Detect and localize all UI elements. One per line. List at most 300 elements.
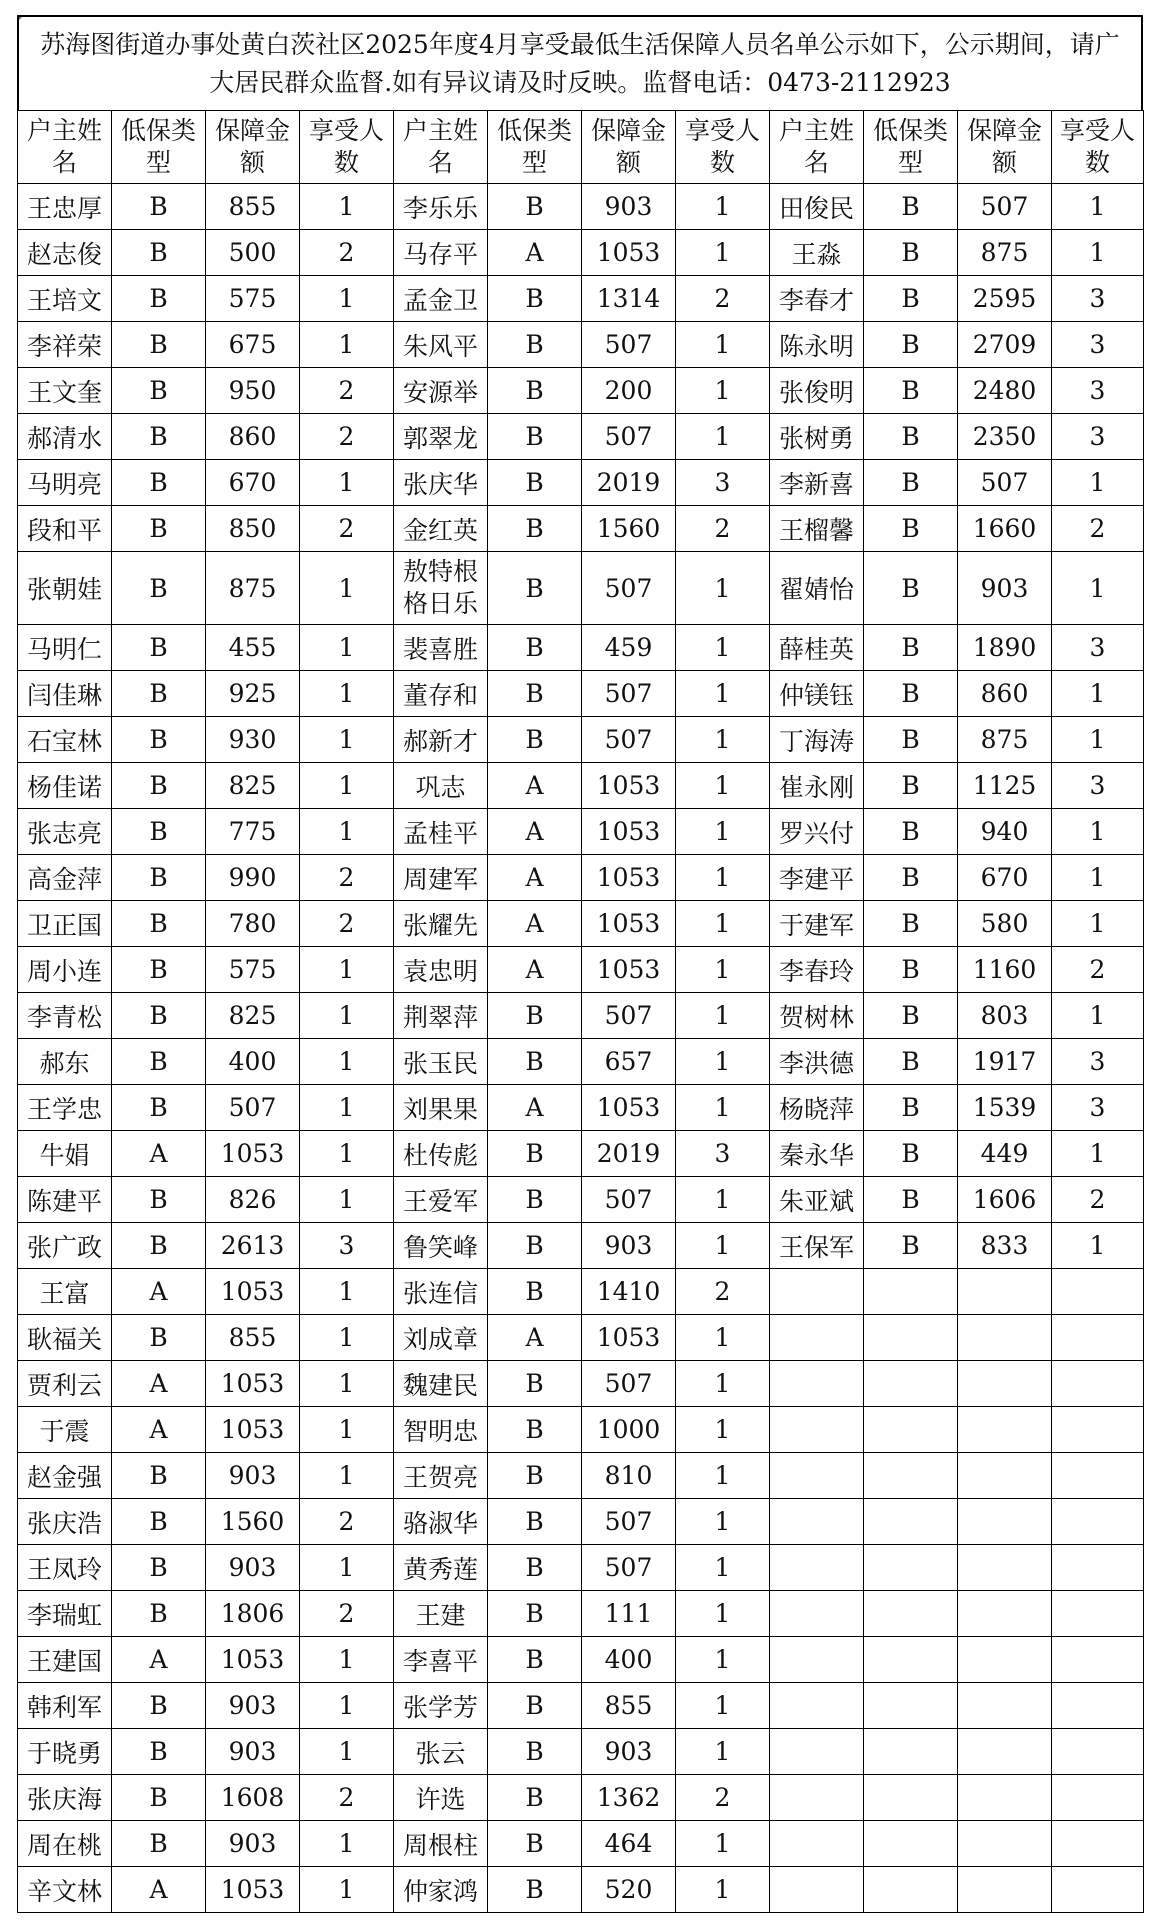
cell-amount: 875	[958, 230, 1052, 276]
cell-type: B	[488, 1039, 582, 1085]
cell-name: 裴喜胜	[394, 625, 488, 671]
cell-type: B	[112, 717, 206, 763]
cell-type: A	[488, 901, 582, 947]
cell-count: 2	[300, 506, 394, 552]
cell-type: B	[488, 671, 582, 717]
cell-amount: 825	[206, 763, 300, 809]
cell-name: 李乐乐	[394, 184, 488, 230]
cell-amount: 1053	[206, 1131, 300, 1177]
table-row	[18, 671, 1144, 717]
cell-amount: 1560	[206, 1499, 300, 1545]
cell-amount: 775	[206, 809, 300, 855]
cell-count: 1	[676, 1591, 770, 1637]
cell-amount: 930	[206, 717, 300, 763]
cell-count: 1	[1052, 460, 1144, 506]
table-row	[18, 552, 1144, 625]
cell-type: B	[488, 552, 582, 625]
cell-name: 马存平	[394, 230, 488, 276]
cell-count	[1052, 1269, 1144, 1315]
cell-count: 2	[676, 1775, 770, 1821]
cell-count: 1	[300, 1269, 394, 1315]
cell-name: 荆翠萍	[394, 993, 488, 1039]
column-header-count: 享受人数	[1052, 111, 1144, 184]
cell-amount: 925	[206, 671, 300, 717]
cell-name	[770, 1821, 864, 1867]
cell-amount: 507	[582, 1545, 676, 1591]
cell-name: 王建国	[18, 1637, 112, 1683]
cell-type: A	[488, 763, 582, 809]
cell-count: 1	[300, 1177, 394, 1223]
cell-type: A	[488, 947, 582, 993]
cell-amount: 850	[206, 506, 300, 552]
cell-count: 1	[676, 1177, 770, 1223]
cell-amount	[958, 1453, 1052, 1499]
cell-amount: 455	[206, 625, 300, 671]
cell-name	[770, 1683, 864, 1729]
cell-count	[1052, 1821, 1144, 1867]
cell-name: 郝清水	[18, 414, 112, 460]
cell-amount: 507	[582, 414, 676, 460]
cell-amount: 1053	[206, 1867, 300, 1913]
cell-count: 1	[300, 1361, 394, 1407]
cell-amount	[958, 1499, 1052, 1545]
cell-count: 1	[676, 1085, 770, 1131]
table-row	[18, 322, 1144, 368]
column-header-name: 户主姓名	[18, 111, 112, 184]
cell-name: 张玉民	[394, 1039, 488, 1085]
cell-amount: 875	[206, 552, 300, 625]
cell-amount: 1053	[582, 1085, 676, 1131]
cell-name: 董存和	[394, 671, 488, 717]
cell-name: 王淼	[770, 230, 864, 276]
table-row	[18, 276, 1144, 322]
cell-amount: 875	[958, 717, 1052, 763]
cell-type	[864, 1867, 958, 1913]
cell-amount: 903	[958, 552, 1052, 625]
cell-name: 巩志	[394, 763, 488, 809]
cell-count: 1	[1052, 230, 1144, 276]
cell-count: 2	[300, 901, 394, 947]
cell-name: 李洪德	[770, 1039, 864, 1085]
cell-amount: 990	[206, 855, 300, 901]
table-row	[18, 1545, 1144, 1591]
cell-amount: 670	[958, 855, 1052, 901]
cell-amount: 1917	[958, 1039, 1052, 1085]
cell-count: 1	[1052, 1223, 1144, 1269]
table-row	[18, 763, 1144, 809]
cell-count: 1	[676, 1315, 770, 1361]
cell-count: 1	[676, 717, 770, 763]
cell-name: 陈永明	[770, 322, 864, 368]
cell-count	[1052, 1591, 1144, 1637]
cell-count: 1	[676, 368, 770, 414]
cell-name: 王保军	[770, 1223, 864, 1269]
cell-amount: 1314	[582, 276, 676, 322]
cell-amount: 507	[582, 552, 676, 625]
cell-type: B	[488, 1223, 582, 1269]
cell-type	[864, 1683, 958, 1729]
cell-name: 崔永刚	[770, 763, 864, 809]
cell-count	[1052, 1453, 1144, 1499]
column-header-amount: 保障金额	[958, 111, 1052, 184]
table-row	[18, 1821, 1144, 1867]
table-row	[18, 1131, 1144, 1177]
table-row	[18, 1775, 1144, 1821]
cell-type: B	[112, 671, 206, 717]
cell-count: 1	[676, 671, 770, 717]
cell-type: B	[488, 1729, 582, 1775]
cell-type: B	[488, 717, 582, 763]
cell-name: 于震	[18, 1407, 112, 1453]
cell-name: 刘成章	[394, 1315, 488, 1361]
table-row	[18, 901, 1144, 947]
cell-count: 1	[300, 1729, 394, 1775]
cell-type: B	[488, 1821, 582, 1867]
cell-count	[1052, 1499, 1144, 1545]
cell-count: 2	[300, 1499, 394, 1545]
cell-count: 1	[1052, 993, 1144, 1039]
table-row	[18, 1315, 1144, 1361]
cell-count: 1	[300, 184, 394, 230]
cell-count: 2	[1052, 1177, 1144, 1223]
cell-type: B	[488, 322, 582, 368]
column-header-amount: 保障金额	[582, 111, 676, 184]
cell-amount: 2019	[582, 1131, 676, 1177]
cell-name: 骆淑华	[394, 1499, 488, 1545]
cell-name: 张庆浩	[18, 1499, 112, 1545]
cell-type: B	[488, 1269, 582, 1315]
cell-type: B	[112, 368, 206, 414]
cell-name: 张耀先	[394, 901, 488, 947]
cell-amount: 1053	[582, 230, 676, 276]
cell-count: 1	[676, 809, 770, 855]
cell-type: A	[488, 855, 582, 901]
cell-amount: 507	[582, 1177, 676, 1223]
column-header-name: 户主姓名	[770, 111, 864, 184]
cell-count: 2	[676, 276, 770, 322]
cell-type: B	[864, 993, 958, 1039]
cell-name: 张云	[394, 1729, 488, 1775]
cell-type: B	[112, 901, 206, 947]
cell-amount: 855	[206, 1315, 300, 1361]
cell-count: 3	[1052, 763, 1144, 809]
cell-amount: 1053	[582, 901, 676, 947]
cell-name: 李建平	[770, 855, 864, 901]
cell-name: 郝新才	[394, 717, 488, 763]
table-body	[18, 184, 1144, 1913]
cell-count: 2	[300, 1591, 394, 1637]
cell-amount: 459	[582, 625, 676, 671]
cell-name	[770, 1867, 864, 1913]
cell-amount	[958, 1821, 1052, 1867]
cell-name: 金红英	[394, 506, 488, 552]
cell-type: B	[112, 855, 206, 901]
cell-name: 杜传彪	[394, 1131, 488, 1177]
column-header-count: 享受人数	[300, 111, 394, 184]
cell-name	[770, 1591, 864, 1637]
cell-amount: 903	[582, 1223, 676, 1269]
cell-name: 李青松	[18, 993, 112, 1039]
cell-name	[770, 1499, 864, 1545]
cell-name: 张俊明	[770, 368, 864, 414]
cell-type: B	[112, 1177, 206, 1223]
table-row	[18, 625, 1144, 671]
cell-name: 李祥荣	[18, 322, 112, 368]
cell-type: B	[112, 993, 206, 1039]
cell-name: 张广政	[18, 1223, 112, 1269]
table-row	[18, 1361, 1144, 1407]
cell-amount: 903	[206, 1683, 300, 1729]
cell-type: A	[112, 1407, 206, 1453]
table-row	[18, 1637, 1144, 1683]
cell-name: 段和平	[18, 506, 112, 552]
cell-amount: 825	[206, 993, 300, 1039]
cell-amount: 1053	[582, 855, 676, 901]
cell-count: 1	[676, 1361, 770, 1407]
cell-amount: 903	[582, 184, 676, 230]
cell-type: B	[112, 1453, 206, 1499]
cell-count: 3	[676, 1131, 770, 1177]
cell-name	[770, 1407, 864, 1453]
cell-count	[1052, 1683, 1144, 1729]
cell-count: 1	[300, 322, 394, 368]
cell-amount: 464	[582, 1821, 676, 1867]
cell-name: 许选	[394, 1775, 488, 1821]
cell-type	[864, 1775, 958, 1821]
cell-count: 1	[676, 993, 770, 1039]
cell-type: B	[864, 625, 958, 671]
column-header-type: 低保类型	[864, 111, 958, 184]
cell-name: 张庆华	[394, 460, 488, 506]
cell-type: A	[112, 1361, 206, 1407]
cell-name: 敖特根格日乐	[394, 552, 488, 625]
cell-count	[1052, 1637, 1144, 1683]
cell-type: A	[112, 1867, 206, 1913]
cell-type: B	[864, 855, 958, 901]
cell-amount: 507	[206, 1085, 300, 1131]
column-header-amount: 保障金额	[206, 111, 300, 184]
table-row	[18, 1085, 1144, 1131]
cell-count: 1	[676, 1637, 770, 1683]
cell-count: 1	[676, 414, 770, 460]
cell-count: 3	[1052, 276, 1144, 322]
cell-amount	[958, 1867, 1052, 1913]
cell-amount: 1660	[958, 506, 1052, 552]
cell-amount: 400	[582, 1637, 676, 1683]
cell-amount: 507	[582, 1361, 676, 1407]
cell-count: 1	[300, 1039, 394, 1085]
cell-name: 田俊民	[770, 184, 864, 230]
cell-name: 仲镁钰	[770, 671, 864, 717]
cell-count: 1	[676, 552, 770, 625]
cell-count: 1	[300, 1637, 394, 1683]
cell-name: 周根柱	[394, 1821, 488, 1867]
cell-type: B	[112, 1683, 206, 1729]
cell-amount: 1806	[206, 1591, 300, 1637]
cell-type: B	[112, 947, 206, 993]
cell-name: 鲁笑峰	[394, 1223, 488, 1269]
cell-count: 2	[676, 1269, 770, 1315]
table-row	[18, 1407, 1144, 1453]
cell-count: 1	[676, 184, 770, 230]
cell-name: 赵志俊	[18, 230, 112, 276]
cell-amount: 2019	[582, 460, 676, 506]
cell-count: 1	[300, 671, 394, 717]
cell-amount: 2709	[958, 322, 1052, 368]
cell-name: 王富	[18, 1269, 112, 1315]
cell-type: B	[112, 322, 206, 368]
cell-amount: 1053	[206, 1407, 300, 1453]
cell-amount: 1053	[206, 1269, 300, 1315]
cell-count: 1	[676, 1729, 770, 1775]
cell-type	[864, 1269, 958, 1315]
cell-count: 1	[676, 1683, 770, 1729]
cell-amount: 940	[958, 809, 1052, 855]
cell-count: 1	[300, 1085, 394, 1131]
cell-count: 1	[676, 230, 770, 276]
cell-count: 1	[676, 1499, 770, 1545]
cell-name: 薛桂英	[770, 625, 864, 671]
cell-count: 3	[300, 1223, 394, 1269]
cell-amount: 2480	[958, 368, 1052, 414]
cell-count	[1052, 1867, 1144, 1913]
cell-name: 杨佳诺	[18, 763, 112, 809]
cell-type: B	[864, 552, 958, 625]
cell-name: 闫佳琳	[18, 671, 112, 717]
cell-name: 耿福关	[18, 1315, 112, 1361]
cell-amount: 780	[206, 901, 300, 947]
cell-count: 3	[1052, 414, 1144, 460]
cell-name: 赵金强	[18, 1453, 112, 1499]
cell-count: 1	[676, 763, 770, 809]
cell-name: 王文奎	[18, 368, 112, 414]
cell-name: 张连信	[394, 1269, 488, 1315]
cell-type: B	[488, 368, 582, 414]
cell-count: 1	[1052, 901, 1144, 947]
table-row	[18, 1499, 1144, 1545]
cell-type: B	[112, 276, 206, 322]
table-row	[18, 460, 1144, 506]
cell-type: B	[112, 809, 206, 855]
cell-type	[864, 1407, 958, 1453]
cell-name: 李春玲	[770, 947, 864, 993]
cell-name: 周在桃	[18, 1821, 112, 1867]
cell-name: 高金萍	[18, 855, 112, 901]
cell-type: B	[864, 1223, 958, 1269]
cell-name: 周小连	[18, 947, 112, 993]
cell-type: B	[488, 414, 582, 460]
cell-count: 1	[676, 901, 770, 947]
cell-type: B	[112, 460, 206, 506]
cell-count	[1052, 1315, 1144, 1361]
cell-type: B	[864, 901, 958, 947]
cell-count: 1	[1052, 184, 1144, 230]
cell-name: 王学忠	[18, 1085, 112, 1131]
cell-count: 1	[300, 717, 394, 763]
cell-count: 1	[676, 855, 770, 901]
cell-count: 3	[1052, 625, 1144, 671]
cell-count: 1	[300, 625, 394, 671]
cell-amount: 507	[582, 993, 676, 1039]
cell-amount: 507	[582, 671, 676, 717]
cell-type: B	[112, 1315, 206, 1361]
cell-amount: 657	[582, 1039, 676, 1085]
cell-name: 王建	[394, 1591, 488, 1637]
cell-type	[864, 1315, 958, 1361]
cell-amount	[958, 1545, 1052, 1591]
cell-name	[770, 1637, 864, 1683]
table-row	[18, 947, 1144, 993]
cell-name: 李瑞虹	[18, 1591, 112, 1637]
cell-type	[864, 1361, 958, 1407]
cell-amount	[958, 1269, 1052, 1315]
cell-count: 1	[676, 1545, 770, 1591]
cell-amount	[958, 1637, 1052, 1683]
cell-amount	[958, 1729, 1052, 1775]
cell-type: B	[488, 1637, 582, 1683]
cell-name: 翟婧怡	[770, 552, 864, 625]
cell-type: B	[488, 1453, 582, 1499]
cell-name: 王培文	[18, 276, 112, 322]
cell-amount: 1362	[582, 1775, 676, 1821]
cell-count: 2	[300, 414, 394, 460]
cell-type: B	[488, 506, 582, 552]
cell-amount: 1160	[958, 947, 1052, 993]
column-header-name: 户主姓名	[394, 111, 488, 184]
cell-type: B	[112, 763, 206, 809]
cell-amount: 1539	[958, 1085, 1052, 1131]
cell-type: B	[864, 184, 958, 230]
cell-count: 2	[300, 1775, 394, 1821]
cell-name: 王榴馨	[770, 506, 864, 552]
cell-count: 3	[1052, 1085, 1144, 1131]
cell-type: B	[112, 1545, 206, 1591]
cell-count: 1	[676, 322, 770, 368]
cell-count: 1	[300, 1453, 394, 1499]
table-row	[18, 1867, 1144, 1913]
cell-amount: 1410	[582, 1269, 676, 1315]
cell-type: B	[488, 276, 582, 322]
cell-amount: 903	[206, 1821, 300, 1867]
cell-name: 卫正国	[18, 901, 112, 947]
cell-amount: 111	[582, 1591, 676, 1637]
column-header-count: 享受人数	[676, 111, 770, 184]
cell-count: 1	[1052, 671, 1144, 717]
cell-count	[1052, 1545, 1144, 1591]
cell-type: B	[864, 809, 958, 855]
cell-amount: 520	[582, 1867, 676, 1913]
cell-name: 辛文林	[18, 1867, 112, 1913]
cell-amount: 675	[206, 322, 300, 368]
cell-name	[770, 1315, 864, 1361]
cell-name: 马明仁	[18, 625, 112, 671]
table-row	[18, 1683, 1144, 1729]
cell-type: B	[112, 184, 206, 230]
cell-count: 3	[676, 460, 770, 506]
cell-name: 刘果果	[394, 1085, 488, 1131]
cell-count: 3	[1052, 368, 1144, 414]
cell-amount: 575	[206, 276, 300, 322]
cell-count: 1	[300, 809, 394, 855]
cell-count: 1	[300, 1545, 394, 1591]
cell-type: B	[488, 1131, 582, 1177]
cell-type: A	[112, 1131, 206, 1177]
cell-count	[1052, 1775, 1144, 1821]
cell-count: 2	[300, 368, 394, 414]
cell-amount: 507	[958, 184, 1052, 230]
cell-type: B	[864, 414, 958, 460]
cell-name	[770, 1361, 864, 1407]
